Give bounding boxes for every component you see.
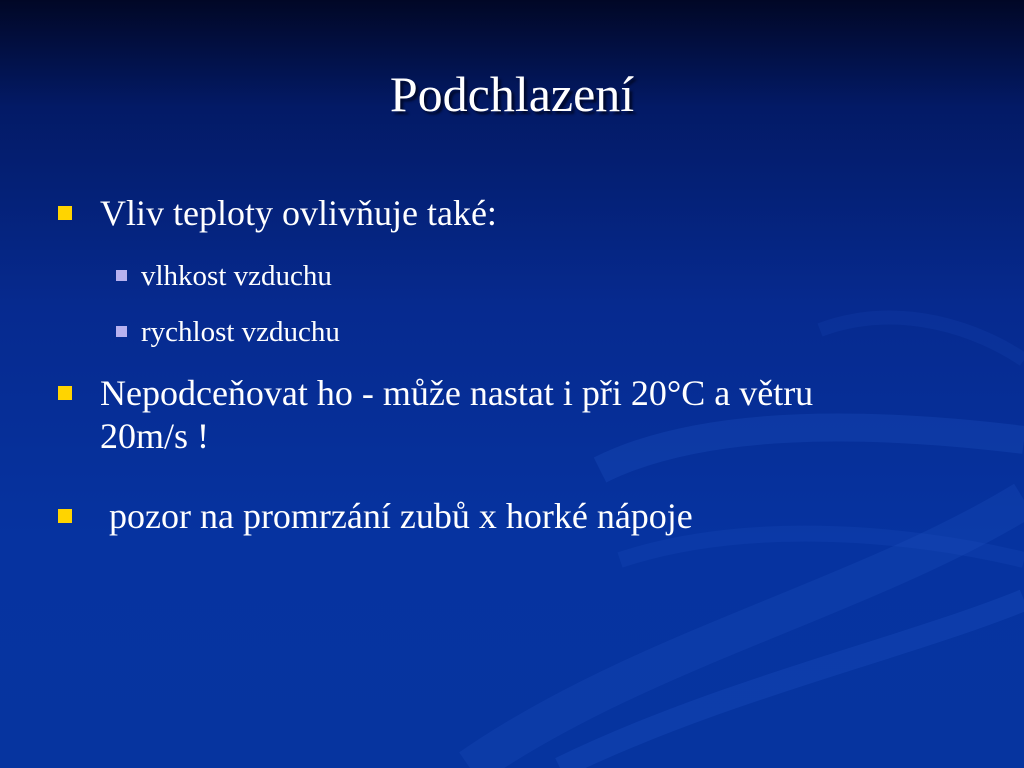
sub-bullet-item-2 — [116, 315, 841, 349]
slide-content — [58, 0, 958, 768]
bullet-item-1 — [58, 192, 900, 235]
bullet-text: Vliv teploty ovlivňuje také: — [100, 193, 497, 233]
square-bullet-icon — [58, 386, 72, 400]
bullet-item-2 — [58, 372, 890, 458]
bullet-text: pozor na promrzání zubů x horké nápoje — [100, 496, 693, 536]
square-bullet-icon — [58, 509, 72, 523]
square-bullet-icon — [116, 270, 127, 281]
square-bullet-icon — [116, 326, 127, 337]
sub-bullet-text: rychlost vzduchu — [141, 316, 340, 348]
bullet-item-3 — [58, 495, 900, 538]
square-bullet-icon — [58, 206, 72, 220]
slide-title: Podchlazení — [389, 66, 635, 122]
sub-bullet-item-1 — [116, 259, 841, 293]
bullet-text: Nepodceňovat ho - může nastat i při 20°C a větru 20m/s ! — [100, 373, 814, 456]
sub-bullet-text: vlhkost vzduchu — [141, 260, 332, 292]
